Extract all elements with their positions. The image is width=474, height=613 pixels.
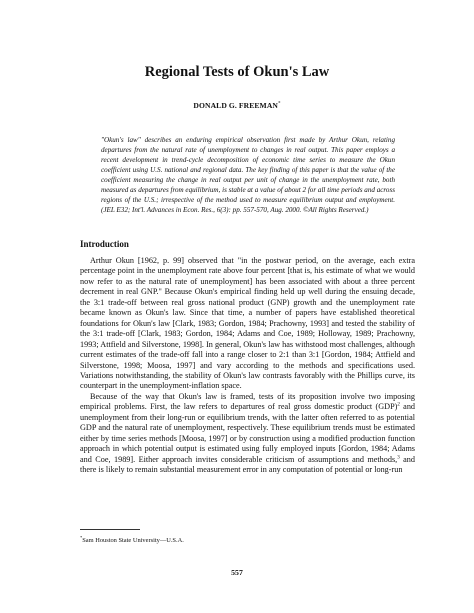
footnote <box>80 535 184 544</box>
paragraph-2-part-b: and unemployment from their long-run or equilibrium trends, with the latter often referred to as potential GDP and the natural rate of unemployment, respectively. These equilibrium trends must be estimated either by time series methods [Moosa, 1997] or by construction using a modified production function approach in which potential output is estimated using fully employed inputs [Gordon, 1984; Adams and Coe, 1989]. Either approach invites considerable criticism of assumptions and methods, <box>80 402 416 464</box>
paragraph-2 <box>80 392 415 476</box>
footnote-mark: * <box>80 535 83 540</box>
footnote-ref-3: 3 <box>397 454 400 460</box>
author-line <box>0 101 474 110</box>
author-name: DONALD G. FREEMAN <box>193 101 278 110</box>
section-heading-introduction: Introduction <box>80 239 129 249</box>
footnote-text: Sam Houston State University—U.S.A. <box>82 537 184 545</box>
footnote-ref-2: 2 <box>397 402 400 408</box>
abstract: "Okun's law" describes an enduring empirical observation first made by Arthur Okun, relating departures from the natural rate of unemployment to changes in real output. This paper employs a recent development in trend-cycle decomposition of economic time series to measure the Okun coefficient using U.S. national and regional data. The key finding of this paper is that the value of the coefficient measuring the change in real output per unit of change in the unemployment rate, both measured as departures from equilibrium, is stable at a value of about 2 for all time periods and across regions of the U.S.; irrespective of the method used to measure equilibrium output and employment. (JEL E32; Int'l. Advances in Econ. Res., 6(3): pp. 557-570, Aug. 2000. ©All Rights Reserved.) <box>101 136 395 214</box>
paragraph-2-part-a: Because of the way that Okun's law is framed, tests of its proposition involve two imposing empirical problems. First, the law refers to departures of real gross domestic product (GDP) <box>80 391 415 412</box>
page-number: 557 <box>231 568 243 577</box>
paragraph-1: Arthur Okun [1962, p. 99] observed that "in the postwar period, on the average, each extra percentage point in the unemployment rate above four percent [that is, his estimate of what we would now refer to as the natural rate of unemployment] has been associated with about a three percent decrement in real GNP." Because Okun's empirical finding held up well during the ensuing decade, the 3:1 trade-off between real gross national product (GNP) growth and the unemployment rate became known as Okun's law. Since that time, a number of papers have established theoretical foundations for Okun's law [Clark, 1983; Gordon, 1984; Prachowny, 1993] and tested the stability of the 3:1 trade-off [Clark, 1983; Gordon, 1984; Adams and Coe, 1989; Holloway, 1989; Prachowny, 1993; Attfield and Silverstone, 1998]. In general, Okun's law has withstood most challenges, although current estimates of the trade-off fall into a range closer to 2:1 than 3:1 [Gordon, 1984; Attfield and Silverstone, 1998; Moosa, 1997] and vary according to the methods and specifications used. Variations notwithstanding, the stability of Okun's law contrasts favorably with the Phillips curve, its counterpart in the unemployment-inflation space. <box>80 256 415 391</box>
paragraph-2-part-c: and there is likely to remain substantial measurement error in any computation of potential or long-run <box>80 454 415 475</box>
author-footnote-mark: * <box>278 101 281 107</box>
footnote-divider <box>80 529 140 530</box>
paper-title: Regional Tests of Okun's Law <box>144 64 330 80</box>
body-text <box>80 256 415 476</box>
